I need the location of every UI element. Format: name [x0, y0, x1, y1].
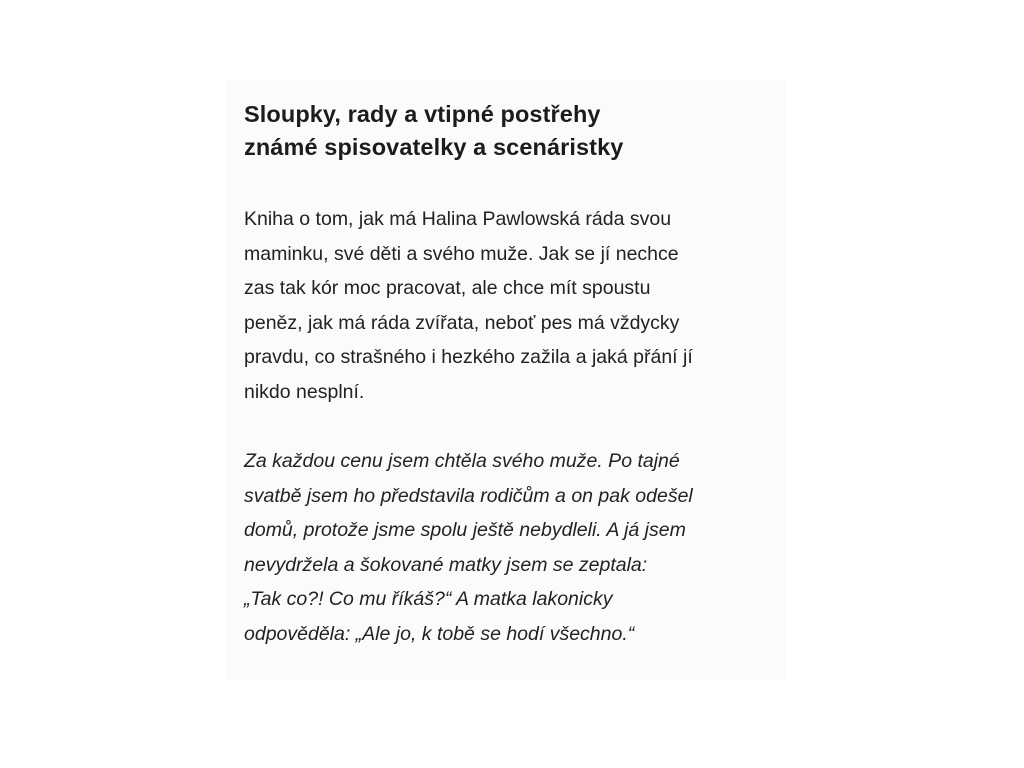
description-line: peněz, jak má ráda zvířata, neboť pes má vždycky — [244, 311, 680, 334]
quote-line: nevydržela a šokované matky jsem se zeptala: — [244, 553, 648, 576]
quote-line: domů, protože jsme spolu ještě nebydleli. A já jsem — [244, 519, 686, 542]
quote-line: odpověděla: „Ale jo, k tobě se hodí všechno.“ — [244, 622, 635, 645]
description-line: Kniha o tom, jak má Halina Pawlowská ráda svou — [244, 208, 672, 230]
description-line: pravdu, co strašného i hezkého zažila a jaká přání jí — [244, 346, 693, 369]
book-excerpt-quote — [244, 444, 693, 652]
heading-line: známé spisovatelky a scenáristky — [244, 134, 624, 160]
quote-line: Za každou cenu jsem chtěla svého muže. Po tajné — [244, 450, 680, 472]
cover-text — [244, 98, 784, 645]
description-line: maminku, své děti a svého muže. Jak se jí nechce — [244, 242, 679, 265]
quote-line: „Tak co?! Co mu říkáš?“ A matka lakonicky — [244, 588, 613, 611]
description-line: zas tak kór moc pracovat, ale chce mít spoustu — [244, 277, 651, 300]
quote-line: svatbě jsem ho představila rodičům a on pak odešel — [244, 484, 693, 507]
book-description — [244, 202, 693, 410]
heading-line: Sloupky, rady a vtipné postřehy — [244, 101, 601, 127]
subtitle-heading — [244, 98, 784, 164]
description-line: nikdo nesplní. — [244, 380, 365, 403]
